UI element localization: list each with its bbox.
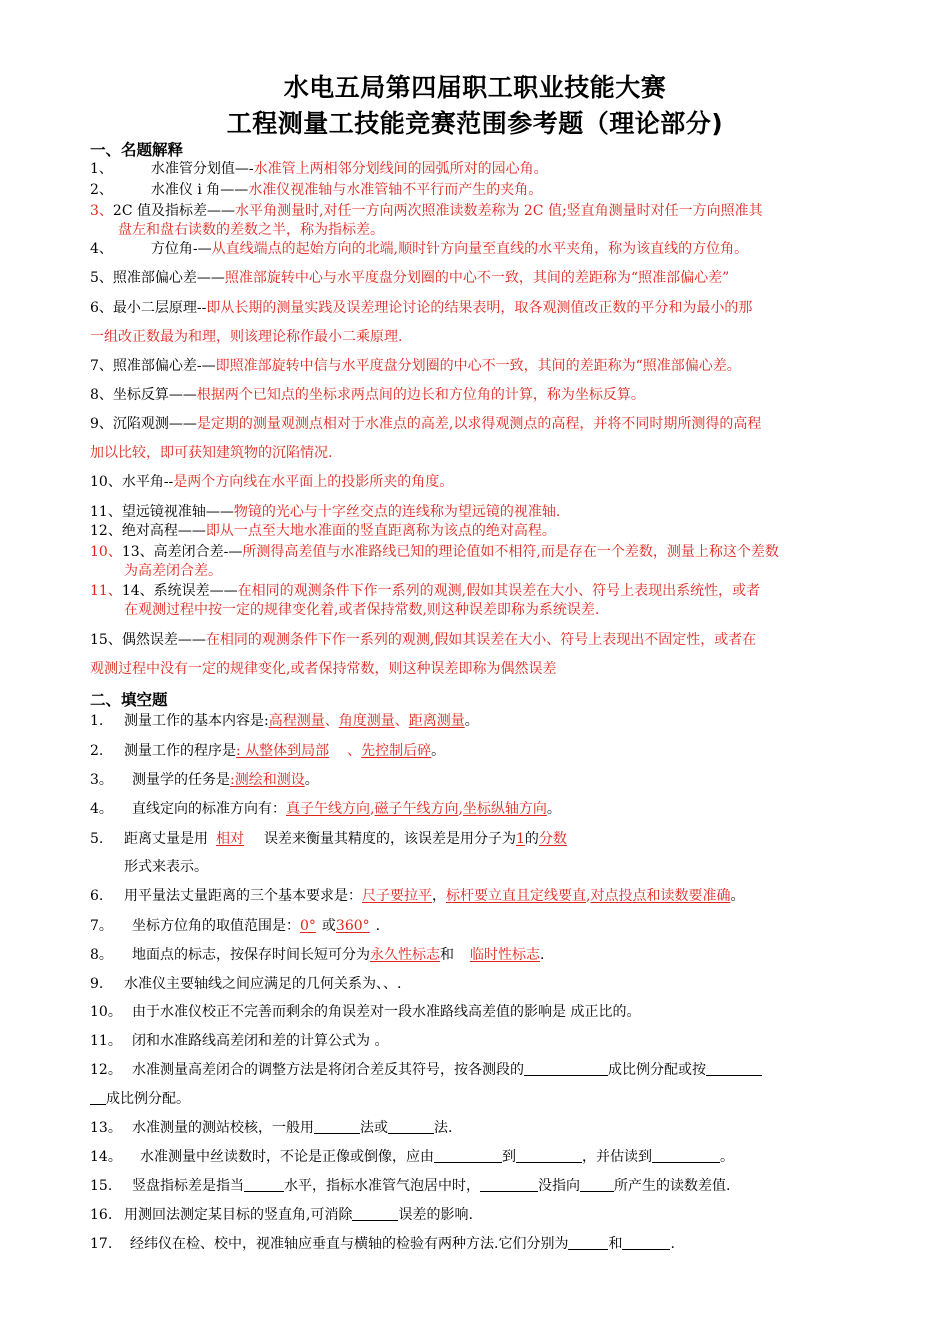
item-term: 方位角-— (150, 241, 212, 257)
title-line-2: 工程测量工技能竞赛范围参考题（理论部分) (226, 109, 724, 138)
item-term: 最小二层原理-- (112, 300, 207, 316)
question-end: 法. (434, 1120, 453, 1136)
answer-3: 对点投点和读数要准确 (590, 888, 731, 904)
question-number: 7。 (90, 918, 113, 934)
question-number: 17. (90, 1236, 113, 1252)
question-end: 。 (464, 713, 479, 729)
blank-field (480, 1177, 538, 1192)
separator: 、 (324, 713, 339, 729)
question-end: . (670, 1236, 675, 1252)
answer-3: 坐标纵轴方向 (462, 801, 547, 817)
item-number: 1、 (90, 161, 113, 177)
question-text: 水准测量高差闭合的调整方法是将闭合差反其符号，按各测段的 (132, 1062, 524, 1078)
question-mid: 法或 (360, 1120, 388, 1136)
fill-question-17 (90, 1235, 870, 1253)
item-term: 照准部偏心差-— (112, 358, 216, 374)
separator: ， (432, 888, 446, 904)
answer-1: :测绘和测设 (230, 772, 305, 788)
fill-question-2 (90, 742, 870, 760)
blank-field (388, 1119, 434, 1134)
question-text: 用测回法测定某目标的竖直角,可消除 (124, 1207, 353, 1223)
item-term: 系统误差—— (153, 583, 238, 599)
answer-2: 先控制后碎 (361, 743, 432, 759)
term-item-7 (90, 357, 870, 375)
blank-field (622, 1235, 670, 1250)
fill-question-15 (90, 1177, 870, 1195)
question-cont: 成比例分配。 (106, 1091, 190, 1107)
question-text: 竖盘指标差是指当 (132, 1178, 244, 1194)
term-item-14-cont (124, 601, 904, 619)
separator: , (370, 801, 375, 817)
item-number: 11、 (90, 583, 122, 599)
section1-heading: 一、名题解释 (90, 141, 184, 159)
separator: , (458, 801, 463, 817)
answer-1: 相对 (216, 831, 244, 847)
fill-question-5-cont (124, 858, 904, 876)
item-term: 偶然误差—— (121, 632, 206, 648)
item-answer: 物镜的光心与十字丝交点的连线称为望远镜的视准轴. (233, 504, 561, 520)
question-mid-2: ，并估读到 (582, 1149, 652, 1165)
term-item-6 (90, 299, 870, 317)
answer-2: 临时性标志 (470, 947, 540, 963)
item-answer-cont: 为高差闭合差。 (124, 563, 222, 579)
term-item-2 (90, 181, 870, 199)
item-term: 绝对高程—— (121, 523, 206, 539)
item-answer: 是两个方向线在水平面上的投影所夹的角度。 (173, 474, 454, 490)
fill-question-12-cont (90, 1090, 870, 1108)
question-text: 用平量法丈量距离的三个基本要求是： (124, 888, 362, 904)
fill-question-7 (90, 917, 870, 935)
term-item-15-cont (90, 660, 870, 678)
question-mid: 到 (502, 1149, 516, 1165)
blank-field (568, 1235, 608, 1250)
separator: , (586, 888, 591, 904)
question-text: 水准测量中丝读数时，不论是正像或倒像，应由 (140, 1149, 434, 1165)
term-item-4 (90, 240, 870, 258)
item-number: 15、 (90, 632, 122, 648)
question-text: 距离丈量是用 (124, 831, 208, 847)
item-number: 5、 (90, 270, 113, 286)
question-end: 。 (720, 1149, 734, 1165)
item-term: 沉陷观测—— (112, 416, 197, 432)
answer-2: 角度测量 (338, 713, 395, 729)
question-number: 13。 (90, 1120, 122, 1136)
fill-question-6 (90, 887, 870, 905)
fill-question-12 (90, 1061, 870, 1079)
item-number: 4、 (90, 241, 113, 257)
question-number: 15. (90, 1178, 113, 1194)
fill-question-16 (90, 1206, 870, 1224)
item-term: 水准管分划值—- (150, 161, 254, 177)
item-number: 7、 (90, 358, 113, 374)
question-mid: 水平，指标水准管气泡居中时， (284, 1178, 480, 1194)
question-mid: 和 (608, 1236, 623, 1252)
item-answer: 是定期的测量观测点相对于水准点的高差,以求得观测点的高程，并将不同时期所测得的高程 (196, 416, 762, 432)
answer-2: 360° (335, 918, 370, 934)
question-number: 11。 (90, 1033, 122, 1049)
item-term: 水平角-- (121, 474, 174, 490)
question-number: 5. (90, 831, 104, 847)
blank-field (706, 1061, 762, 1076)
item-number: 12、 (90, 523, 122, 539)
fill-question-10 (90, 1003, 870, 1021)
answer-2: 磁子午线方向 (374, 801, 459, 817)
question-text: 地面点的标志，按保存时间长短可分为 (132, 947, 370, 963)
term-item-3 (90, 202, 870, 220)
question-end: 。 (431, 743, 446, 759)
term-item-5 (90, 269, 870, 287)
question-text: 测量工作的基本内容是: (124, 713, 269, 729)
answer-1: : 从整体到局部 (236, 743, 330, 759)
fill-question-11 (90, 1032, 870, 1050)
item-answer: 即从一点至大地水准面的竖直距离称为该点的绝对高程。 (205, 523, 556, 539)
term-item-11 (90, 503, 870, 521)
question-text: 闭和水准路线高差闭和差的计算公式为 。 (132, 1033, 389, 1049)
item-answer: 即照准部旋转中信与水平度盘分划圈的中心不一致，其间的差距称为“照准部偏心差。 (215, 358, 741, 374)
question-number: 10。 (90, 1004, 122, 1020)
term-item-8 (90, 386, 870, 404)
answer-1: 0° (300, 918, 316, 934)
blank-field (244, 1177, 284, 1192)
item-answer-cont: 一组改正数最为和理，则该理论称作最小二乘原理. (90, 329, 403, 345)
term-item-9-cont (90, 444, 870, 462)
term-item-10 (90, 473, 870, 491)
item-number: 8、 (90, 387, 113, 403)
question-number: 12。 (90, 1062, 122, 1078)
blank-field (652, 1148, 720, 1163)
question-number: 1. (90, 713, 104, 729)
item-answer: 从直线端点的起始方向的北端,顺时针方向量至直线的水平夹角，称为该直线的方位角。 (211, 241, 749, 257)
fill-question-13 (90, 1119, 870, 1137)
item-answer: 水平角测量时,对任一方向两次照准读数差称为 2C 值;竖直角测量时对任一方向照准其 (235, 203, 763, 219)
fill-question-9 (90, 975, 870, 993)
item-answer-cont: 观测过程中没有一定的规律变化,或者保持常数，则这种误差即称为偶然误差 (90, 661, 557, 677)
item-number: 10、 (90, 474, 122, 490)
item-term: 望远镜视准轴—— (121, 504, 234, 520)
item-answer: 根据两个已知点的坐标求两点间的边长和方位角的计算，称为坐标反算。 (196, 387, 645, 403)
item-answer: 所测得高差值与水准路线已知的理论值如不相符,而是存在一个差数，测量上称这个差数 (242, 544, 779, 560)
item-answer: 在相同的观测条件下作一系列的观测,假如其误差在大小、符号上表现出系统性，或者 (237, 583, 761, 599)
question-number: 8。 (90, 947, 113, 963)
title-line-1: 水电五局第四届职工职业技能大赛 (283, 73, 667, 102)
question-mid-2: 的 (524, 831, 539, 847)
answer-2: 1 (516, 831, 525, 847)
fill-question-1 (90, 712, 870, 730)
item-number: 2、 (90, 182, 113, 198)
question-number: 3。 (90, 772, 113, 788)
question-end: . (540, 947, 545, 963)
item-term: 照准部偏心差—— (112, 270, 225, 286)
item-number: 10、 (90, 544, 122, 560)
question-text: 测量工作的程序是 (124, 743, 236, 759)
blank-field (524, 1061, 608, 1076)
item-term: 水准仪 i 角—— (150, 182, 249, 198)
question-text: 水准测量的测站校核，一般用 (132, 1120, 314, 1136)
question-mid: 成比例分配或按 (608, 1062, 706, 1078)
term-item-6-cont (90, 328, 870, 346)
item-number: 6、 (90, 300, 113, 316)
question-end: 误差的影响. (398, 1207, 473, 1223)
question-number: 4。 (90, 801, 113, 817)
answer-1: 高程测量 (268, 713, 325, 729)
item-answer-cont: 加以比较，即可获知建筑物的沉陷情况. (90, 445, 333, 461)
answer-1: 真子午线方向 (286, 801, 370, 817)
question-text: 坐标方位角的取值范围是： (132, 918, 300, 934)
item-answer: 在相同的观测条件下作一系列的观测,假如其误差在大小、符号上表现出不固定性，或者在 (205, 632, 757, 648)
blank-field (580, 1177, 614, 1192)
term-item-15 (90, 631, 870, 649)
fill-question-5 (90, 830, 870, 848)
item-number: 11、 (90, 504, 122, 520)
item-term: 2C 值及指标差—— (112, 203, 235, 219)
answer-2: 标杆要立直且定线要直 (446, 888, 586, 904)
item-number-2: 13、 (121, 544, 154, 560)
blank-field (352, 1206, 398, 1221)
question-end: . (375, 918, 381, 934)
question-mid-2: 没指向 (538, 1178, 580, 1194)
item-number: 3、 (90, 203, 113, 219)
question-end: 。 (304, 772, 319, 788)
term-item-13 (90, 543, 870, 561)
blank-field (90, 1090, 106, 1105)
question-mid: 或 (321, 918, 336, 934)
item-answer: 即从长期的测量实践及误差理论讨论的结果表明，取各观测值改正数的平分和为最小的那 (206, 300, 753, 316)
question-text: 由于水准仪校正不完善而剩余的角误差对一段水准路线高差值的影响是 成正比的。 (132, 1004, 641, 1020)
item-answer: 照准部旋转中心与水平度盘分划圈的中心不一致，其间的差距称为“照准部偏心差” (224, 270, 730, 286)
question-text: 经纬仪在检、校中，视准轴应垂直与横轴的检验有两种方法.它们分别为 (130, 1236, 569, 1252)
blank-field (314, 1119, 360, 1134)
item-answer: 水准管上两相邻分划线间的园弧所对的园心角。 (253, 161, 548, 177)
question-text: 水准仪主要轴线之间应满足的几何关系为、、. (124, 976, 402, 992)
question-number: 9. (90, 976, 104, 992)
term-item-14 (90, 582, 870, 600)
answer-1: 尺子要拉平 (362, 888, 432, 904)
question-mid: 和 (440, 947, 454, 963)
item-term: 高差闭合差-— (153, 544, 243, 560)
term-item-13-cont (124, 562, 904, 580)
answer-3: 分数 (538, 831, 567, 847)
blank-field (434, 1148, 502, 1163)
fill-question-8 (90, 946, 870, 964)
question-number: 6. (90, 888, 104, 904)
fill-question-4 (90, 800, 870, 818)
term-item-9 (90, 415, 870, 433)
item-answer-cont: 在观测过程中按一定的规律变化着,或者保持常数,则这种误差即称为系统误差. (124, 602, 600, 618)
question-end: 所产生的读数差值. (614, 1178, 731, 1194)
question-end: 。 (546, 801, 561, 817)
question-end: 。 (730, 888, 745, 904)
question-mid: 、 (347, 743, 362, 759)
question-text: 测量学的任务是 (132, 772, 230, 788)
term-item-12 (90, 522, 870, 540)
fill-question-3 (90, 771, 870, 789)
question-cont: 形式来表示。 (124, 859, 208, 875)
answer-1: 永久性标志 (370, 947, 440, 963)
item-answer-cont: 盘左和盘右读数的差数之半，称为指标差。 (118, 222, 384, 238)
answer-3: 距离测量 (408, 713, 465, 729)
fill-question-14 (90, 1148, 870, 1166)
blank-field (516, 1148, 582, 1163)
question-text: 直线定向的标准方向有： (132, 801, 286, 817)
term-item-3-cont (118, 221, 898, 239)
separator: 、 (394, 713, 409, 729)
item-answer: 水准仪视准轴与水准管轴不平行而产生的夹角。 (248, 182, 543, 198)
question-number: 14。 (90, 1149, 122, 1165)
item-number: 9、 (90, 416, 113, 432)
question-number: 16. (90, 1207, 113, 1223)
item-term: 坐标反算—— (112, 387, 197, 403)
question-mid: 误差来衡量其精度的，该误差是用分子为 (264, 831, 516, 847)
section2-heading: 二、填空题 (90, 691, 168, 709)
question-number: 2. (90, 743, 104, 759)
term-item-1 (90, 160, 870, 178)
item-number-2: 14、 (121, 583, 154, 599)
